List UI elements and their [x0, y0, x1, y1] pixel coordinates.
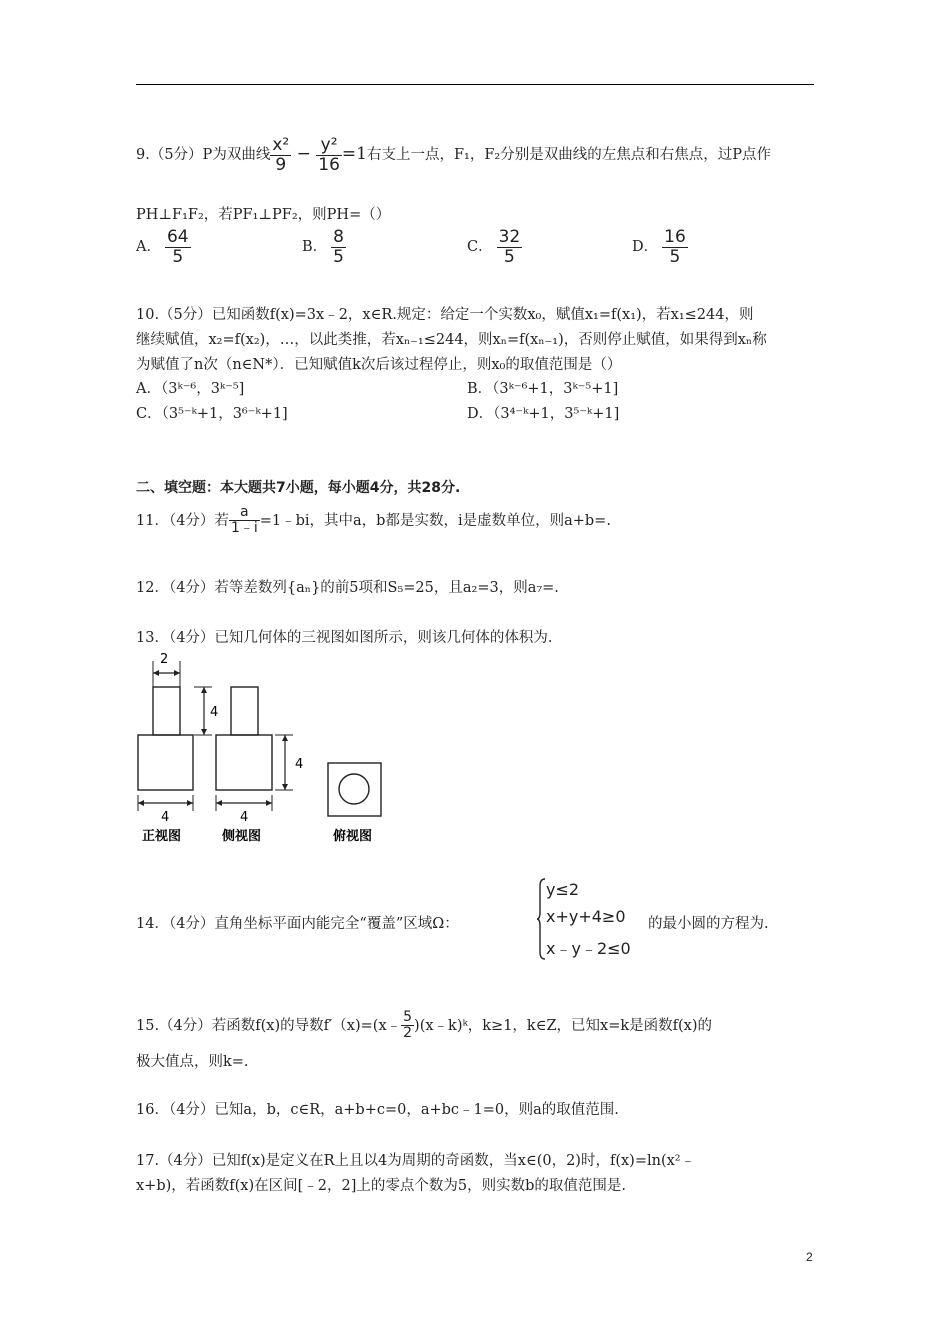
- label-top-view: 俯视图: [333, 829, 373, 844]
- dim-side-height: 4: [295, 757, 304, 772]
- question-9: 9.（5分）P为双曲线 $\frac{\text{x²}}{9}$ − $\frac{\text{y²}}{16}$ =1右支上一点，F₁，F₂分别是双曲线的左焦点和右焦点，过P点作: [136, 135, 771, 175]
- label-front-view: 正视图: [142, 829, 182, 844]
- q15-fraction: $\frac{5}{2}$: [403, 1009, 413, 1042]
- constraint-2: x+y+4≥0: [546, 907, 626, 926]
- dim-top-height: 4: [210, 705, 219, 720]
- label-side-view: 侧视图: [222, 829, 262, 844]
- system-brace: [536, 878, 546, 960]
- section-2-heading: 二、填空题：本大题共7小题，每小题4分，共28分.: [136, 480, 461, 496]
- side-view-top-rect: [231, 687, 258, 735]
- dim-side-width: 4: [240, 810, 249, 825]
- q17-line2: x+b)，若函数f(x)在区间[﹣2，2]上的零点个数为5，则实数b的取值范围是.: [136, 1178, 627, 1194]
- front-view-bottom-rect: [138, 735, 193, 790]
- q9-fraction-y: $\frac{\text{y²}}{16}$: [318, 135, 340, 175]
- q17-line1: 17.（4分）已知f(x)是定义在R上且以4为周期的奇函数，当x∈(0，2)时，f(x)=ln(x²﹣: [136, 1153, 696, 1169]
- q10-line1: 10.（5分）已知函数f(x)=3x﹣2，x∈R.规定：给定一个实数x₀，赋值x₁=f(x₁)，若x₁≤244，则: [136, 307, 754, 323]
- side-view-bottom-rect: [216, 735, 272, 790]
- question-13: 13．（4分）已知几何体的三视图如图所示，则该几何体的体积为.: [136, 630, 553, 646]
- dim-front-width: 4: [161, 810, 170, 825]
- q10-option-c: C．（3⁵⁻ᵏ+1，3⁶⁻ᵏ+1]: [136, 406, 288, 422]
- q10-option-d: D．（3⁴⁻ᵏ+1，3⁵⁻ᵏ+1]: [467, 406, 620, 422]
- constraint-1: y≤2: [546, 880, 580, 899]
- question-12: 12．（4分）若等差数列{aₙ}的前5项和S₅=25，且a₂=3，则a₇=.: [136, 580, 559, 596]
- q14-suffix: 的最小圆的方程为.: [648, 916, 769, 932]
- three-view-figure: [130, 645, 390, 850]
- q11-fraction: $\frac{a}{1﹣i}$: [230, 504, 258, 537]
- q9-option-d: D． $\frac{16}{5}$: [632, 227, 686, 267]
- q9-option-a: A． $\frac{64}{5}$: [136, 227, 189, 267]
- q9-line2: PH⊥F₁F₂，若PF₁⊥PF₂，则PH=（）: [136, 207, 391, 223]
- top-view-square: [328, 763, 381, 816]
- q9-option-b: B． $\frac{8}{5}$: [302, 227, 344, 267]
- q10-line2: 继续赋值，x₂=f(x₂)，…，以此类推，若xₙ₋₁≤244，则xₙ=f(xₙ₋₁)，否则停止赋值，如果得到xₙ称: [136, 332, 767, 348]
- q9-fraction-x: $\frac{\text{x²}}{9}$: [272, 135, 290, 175]
- q15-line2: 极大值点，则k=.: [136, 1054, 249, 1070]
- question-16: 16．（4分）已知a，b，c∈R，a+b+c=0，a+bc﹣1=0，则a的取值范围.: [136, 1102, 619, 1118]
- front-view-top-rect: [153, 687, 180, 735]
- q9-option-c: C． $\frac{32}{5}$: [467, 227, 521, 267]
- q10-line3: 为赋值了n次（n∈N*）．已知赋值k次后该过程停止，则x₀的取值范围是（）: [136, 357, 622, 373]
- question-14: 14．（4分）直角坐标平面内能完全“覆盖”区域Ω：: [136, 916, 459, 932]
- header-rule: [136, 84, 814, 85]
- question-11: 11．（4分）若 $\frac{a}{1﹣i}$ =1﹣bi，其中a，b都是实数，i是虚数单位，则a+b=.: [136, 504, 611, 537]
- q9-suffix: 右支上一点，F₁，F₂分别是双曲线的左焦点和右焦点，过P点作: [366, 147, 771, 164]
- constraint-3: x﹣y﹣2≤0: [546, 939, 631, 958]
- q9-prefix: 9.（5分）P为双曲线: [136, 147, 271, 164]
- top-view-circle: [339, 774, 369, 804]
- question-15: 15.（4分）若函数f(x)的导数f′（x)=(x﹣ $\frac{5}{2}$ )(x﹣k)ᵏ，k≥1，k∈Z，已知x=k是函数f(x)的: [136, 1009, 712, 1042]
- q10-option-a: A．（3ᵏ⁻⁶，3ᵏ⁻⁵]: [136, 381, 245, 397]
- page-number: 2: [806, 1250, 813, 1264]
- q10-option-b: B．（3ᵏ⁻⁶+1，3ᵏ⁻⁵+1]: [467, 381, 619, 397]
- dim-top-width: 2: [160, 652, 169, 667]
